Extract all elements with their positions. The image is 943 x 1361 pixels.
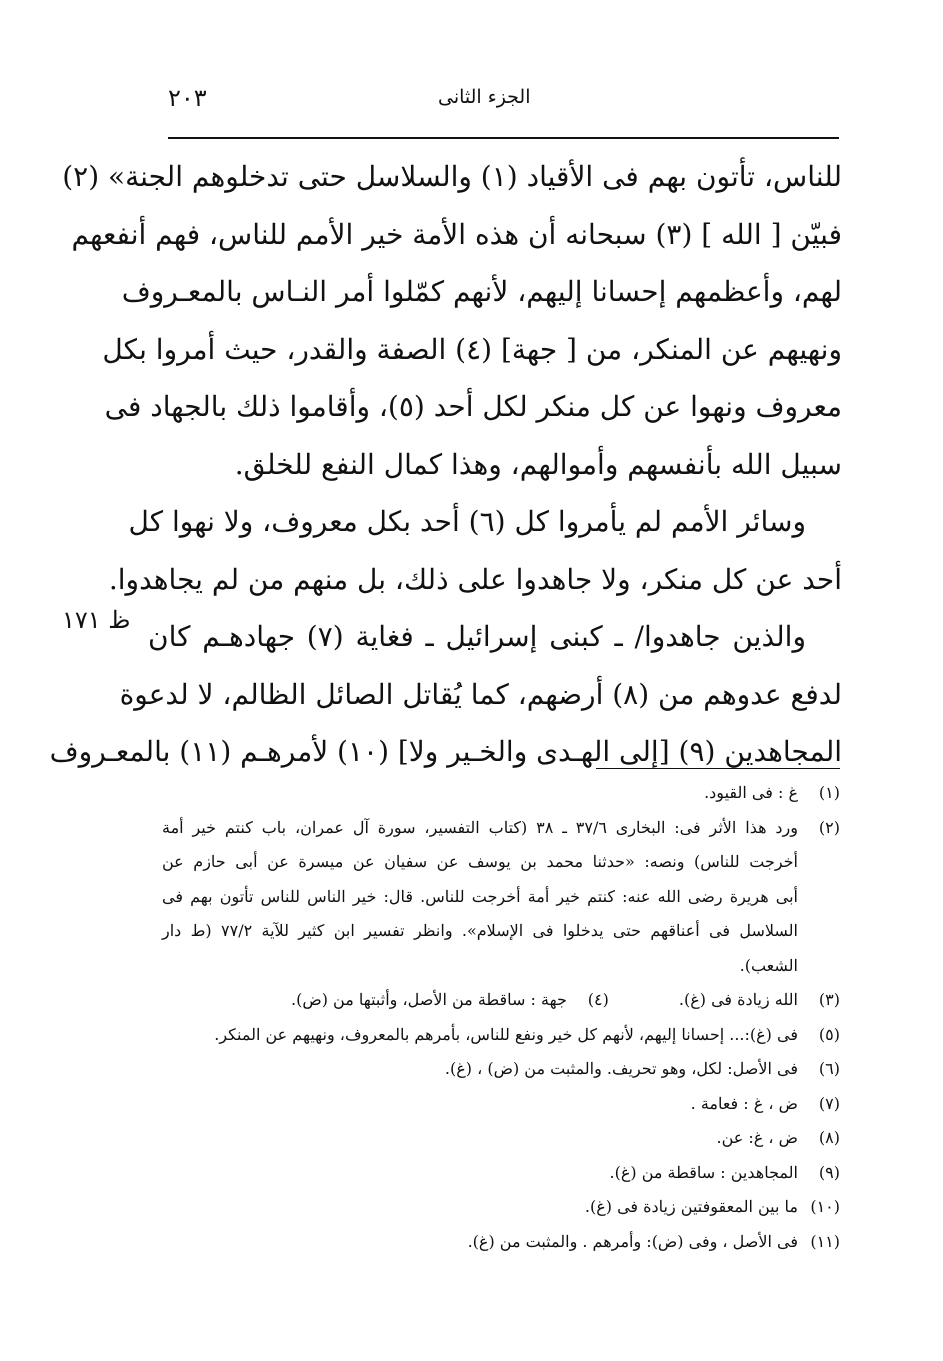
- text-line: المجاهدين (٩) [إلى الهـدى والخـير ولا] (١٠) لأمرهـم (١١) بالمعـروف: [49, 735, 842, 768]
- footnote-line: السلاسل فى أعناقهم حتى يدخلوا فى الإسلام». وانظر تفسير ابن كثير للآية ٧٧/٢ (ط دار: [162, 921, 799, 940]
- footnote-number: (٣): [818, 990, 840, 1009]
- footnote-1: [162, 776, 840, 811]
- footnote-number: (٩): [818, 1162, 840, 1182]
- footnote-number: (٢): [818, 817, 840, 837]
- footnote-number: (٤): [587, 990, 609, 1009]
- footnote-number: (٦): [818, 1059, 840, 1078]
- text-line: للناس، تأتون بهم فى الأقياد (١) والسلاسل حتى تدخلوهم الجنة» (٢): [62, 160, 842, 193]
- footnote-text: فى الأصل ، وفى (ض): وأمرهم . والمثبت من (غ).: [467, 1231, 798, 1251]
- manuscript-folio-note: ظ ١٧١: [62, 606, 131, 634]
- footnote-number: (١): [818, 783, 840, 802]
- footnote-line: الشعب).: [739, 955, 798, 975]
- footnote-line: أبى هريرة رضى الله عنه: كنتم خير أمة أخرجت للناس. قال: خير الناس للناس تأتون بهم فى: [162, 886, 798, 906]
- footnote-10: [162, 1190, 840, 1225]
- footnote-9: [162, 1156, 840, 1191]
- footnote-number: (١١): [810, 1231, 840, 1251]
- footnote-8: [162, 1121, 840, 1156]
- running-title: الجزء الثانى: [438, 86, 531, 108]
- text-line: لهم، وأعظمهم إحسانا إليهم، لأنهم كمّلوا أمر النـاس بالمعـروف: [121, 275, 842, 308]
- footnote-number: (٥): [818, 1024, 840, 1044]
- footnote-2: [162, 811, 840, 984]
- footnote-text: فى الأصل: لكل، وهو تحريف. والمثبت من (ض) ، (غ).: [444, 1059, 798, 1078]
- footnote-11: [162, 1225, 840, 1260]
- footnote-text: الله زيادة فى (غ).: [678, 990, 798, 1009]
- footnote-text: جهة : ساقطة من الأصل، وأثبتها من (ض).: [291, 990, 567, 1009]
- footnote-text: المجاهدين : ساقطة من (غ).: [609, 1162, 798, 1182]
- text-line: أحد عن كل منكر، ولا جاهدوا على ذلك، بل منهم من لم يجاهدوا.: [108, 562, 842, 596]
- footnote-line: أخرجت للناس) ونصه: «حدثنا محمد بن يوسف عن سفيان عن ميسرة عن أبى حازم عن: [162, 852, 798, 871]
- footnote-rule: [596, 768, 840, 769]
- footnote-number: (٨): [818, 1128, 840, 1147]
- footnote-text: ض ، غ : فعامة .: [690, 1093, 798, 1113]
- footnote-text: [162, 811, 798, 984]
- footnote-text: ما بين المعقوفتين زيادة فى (غ).: [584, 1197, 798, 1216]
- footnote-7: [162, 1087, 840, 1122]
- text-line: فبيّن [ الله ] (٣) سبحانه أن هذه الأمة خير الأمم للناس، فهم أنفعهم: [71, 217, 842, 251]
- footnote-row-3-4: [162, 983, 840, 1018]
- text-line: لدفع عدوهم من (٨) أرضهم، كما يُقاتل الصائل الظالم، لا لدعوة: [119, 677, 842, 711]
- text-line: ونهيهم عن المنكر، من [ جهة] (٤) الصفة والقدر، حيث أمروا بكل: [102, 332, 842, 366]
- footnote-line: ورد هذا الأثر فى: البخارى ٣٧/٦ ـ ٣٨ (كتاب التفسير، سورة آل عمران، باب كنتم خير أمة: [162, 817, 798, 837]
- text-line: سبيل الله بأنفسهم وأموالهم، وهذا كمال النفع للخلق.: [234, 447, 842, 481]
- text-line: معروف ونهوا عن كل منكر لكل أحد (٥)، وأقاموا ذلك بالجهاد فى: [104, 390, 842, 423]
- page-number: ٢٠٣: [168, 84, 207, 112]
- footnotes: [162, 776, 840, 1259]
- header-rule: [168, 137, 839, 139]
- text-line: والذين جاهدوا/ ـ كبنى إسرائيل ـ فغاية (٧) جهادهـم كان: [148, 620, 806, 653]
- footnote-6: [162, 1052, 840, 1087]
- footnote-text: فى (غ):... إحسانا إليهم، لأنهم كل خير ونفع للناس، بأمرهم بالمعروف، ونهيهم عن المنكر.: [214, 1024, 798, 1044]
- footnote-number: (٧): [818, 1093, 840, 1113]
- footnote-number: (١٠): [810, 1197, 840, 1216]
- footnote-text: غ : فى القيود.: [704, 783, 798, 802]
- footnote-text: ض ، غ: عن.: [716, 1128, 798, 1147]
- text-line: وسائر الأمم لم يأمروا كل (٦) أحد بكل معروف، ولا نهوا كل: [128, 505, 806, 538]
- page-header: [168, 84, 839, 124]
- footnote-5: [162, 1018, 840, 1053]
